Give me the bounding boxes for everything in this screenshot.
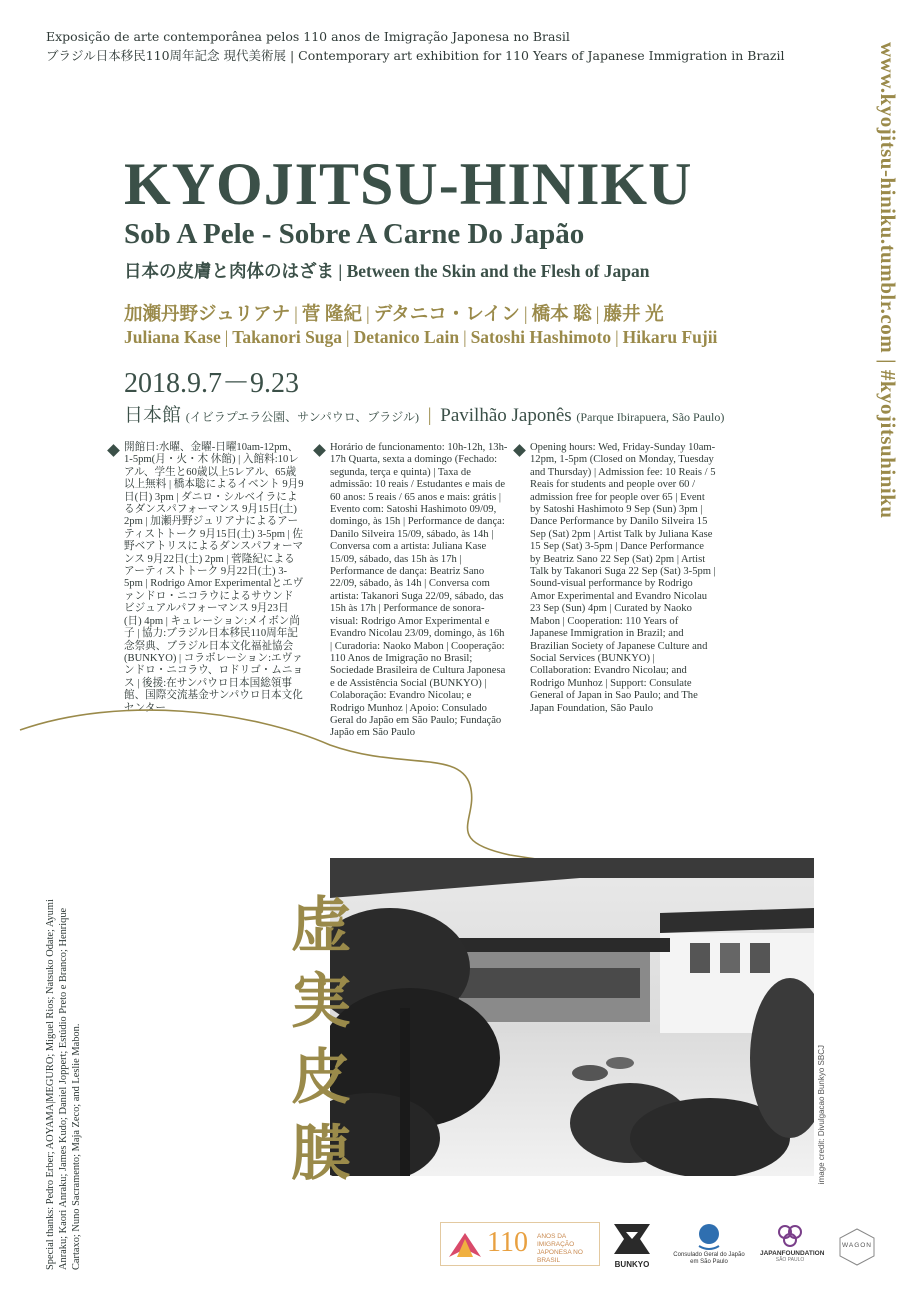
logo-110-text: ANOS DA IMIGRAÇÃO JAPONESA NO BRASIL bbox=[537, 1233, 583, 1264]
garden-photo bbox=[330, 858, 814, 1176]
artist-en: Hikaru Fujii bbox=[622, 327, 718, 347]
kanji-char: 皮 bbox=[291, 1045, 351, 1111]
artist-en: Satoshi Hashimoto bbox=[470, 327, 612, 347]
venue-pt-detail: (Parque Ibirapuera, São Paulo) bbox=[576, 410, 725, 424]
globe-icon bbox=[694, 1222, 724, 1252]
subtitle-ja: 日本の皮膚と肉体のはざま | Between the Skin and the Flesh of Japan bbox=[124, 261, 650, 281]
exhibition-dates: 2018.9.7－9.23 bbox=[124, 368, 300, 399]
artist-ja: 菅 隆紀 bbox=[301, 305, 362, 325]
logo-110-anos[interactable] bbox=[440, 1222, 600, 1266]
artist-ja: 藤井 光 bbox=[603, 305, 664, 325]
kanji-char: 実 bbox=[291, 969, 351, 1035]
logo-consulado[interactable] bbox=[672, 1222, 746, 1270]
page-title: KYOJITSU-HINIKU bbox=[124, 151, 693, 217]
special-thanks: Special thanks: Pedro Erber; AOYAMA|MEGURO; Miguel Rios; Natsuko Odate; Ayumi Anraku; Kaori Anraku; James Kudo; Daniel Joppert; Estúdio Preto e Branco; Henrique Cartaxo; Nuno Sacramento; Maja Zeco; and Leslie Mabon. bbox=[45, 899, 82, 1270]
logo-bunkyo[interactable] bbox=[612, 1222, 652, 1270]
info-en: Opening hours: Wed, Friday-Sunday 10am-12pm, 1-5pm (Closed on Monday, Tuesday and Thursday) | Admission fee: 10 Reais / 5 Reais for students and people over 60 / admission free for people over 65 | Event by Satoshi Hashimoto 9 Sep (Sun) 3pm | Dance Performance by Danilo Silveira 15 Sep (Sat) 2pm | Artist Talk by Juliana Kase 15 Sep (Sat) 3-5pm | Dance Performance by Beatriz Sano 22 Sep (Sat) 2pm | Artist Talk by Takanori Suga 22 Sep (Sat) 3-5pm | Sound-visual performance by Rodrigo Amor Experimental and Evandro Nicolau 23 Sep (Sun) 4pm | Curated by Naoko Mabon | Cooperation: 110 Years of Japanese Immigration in Brazil; and Brazilian Society of Japanese Culture and Social Services (BUNKYO) | Collaboration: Evandro Nicolau; and Rodrigo Munhoz | Support: Consulate General of Japan in Sao Paulo; and The Japan Foundation, São Paulo bbox=[530, 442, 716, 714]
artist-ja: 橋本 聡 bbox=[531, 305, 592, 325]
logo-bunkyo-label: BUNKYO bbox=[614, 1260, 650, 1269]
kanji-title bbox=[286, 888, 356, 1192]
venue bbox=[124, 400, 724, 427]
artist-en: Takanori Suga bbox=[232, 327, 343, 347]
bullet-icon bbox=[107, 444, 120, 457]
artists-ja: 加瀬丹野ジュリアナ | 菅 隆紀 | デタニコ・レイン | 橋本 聡 | 藤井 光 bbox=[124, 305, 664, 325]
vertical-url[interactable]: www.kyojitsu-hiniku.tumblr.com | #kyojitsuhiniku bbox=[876, 42, 900, 519]
header-line-1: Exposição de arte contemporânea pelos 110 anos de Imigração Japonesa no Brasil bbox=[46, 29, 570, 44]
logo-japan-foundation[interactable] bbox=[760, 1222, 825, 1270]
artist-ja: 加瀬丹野ジュリアナ bbox=[124, 305, 291, 325]
logo-japan-foundation-label: JAPANFOUNDATION bbox=[760, 1250, 825, 1257]
logo-japan-foundation-sub: SÃO PAULO bbox=[775, 1257, 805, 1263]
info-ja: 開館日:水曜、金曜-日曜10am-12pm、1-5pm(月・火・木 休館) | 入館料:10レアル、学生と60歳以上5レアル、65歳以上無料 | 橋本聡によるイベント 9月9日(日) 3pm | ダニロ・シルベイラによるダンスパフォーマンス 9月15日(土) 2pm | 加瀬丹野ジュリアナによるアーティストトーク 9月15日(土) 3-5pm | 佐野ベアトリスによるダンスパフォーマンス 9月22日(土) 2pm | 菅隆紀によるアーティストトーク 9月22日(土) 3-5pm | Rodrigo Amor Experimentalとエヴァンドロ・ニコラウによるサウンドビジュアルパフォーマンス 9月23日(日) 4pm | キュレーション:メイボン尚子 | 協力:ブラジル日本移民110周年記念祭典、ブラジル日本文化福祉協会(BUNKYO) | コラボレーション:エヴァンドロ・ニコラウ、ロドリゴ・ムニョス | 後援:在サンパウロ日本国総領事館、国際交流基金サンパウロ日本文化センター bbox=[124, 442, 304, 714]
bullet-icon bbox=[313, 444, 326, 457]
artist-en: Detanico Lain bbox=[353, 327, 460, 347]
artist-en: Juliana Kase bbox=[124, 327, 221, 347]
artists-en: Juliana Kase | Takanori Suga | Detanico Lain | Satoshi Hashimoto | Hikaru Fujii bbox=[124, 327, 718, 347]
japan-foundation-icon bbox=[775, 1222, 805, 1250]
subtitle: Sob A Pele - Sobre A Carne Do Japão bbox=[124, 218, 585, 250]
photo-credit: image credit: Divulgacao Bunkyo SBCJ bbox=[817, 1045, 826, 1185]
logo-wagon[interactable] bbox=[838, 1228, 876, 1266]
garden-photo-image bbox=[330, 858, 814, 1176]
venue-separator: | bbox=[427, 405, 432, 426]
crane-icon bbox=[447, 1229, 483, 1261]
info-pt: Horário de funcionamento: 10h-12h, 13h-17h Quarta, sexta a domingo (Fechado: segunda, terça e quinta) | Taxa de admissão: 10 reais / Estudantes e mais de 60 anos: 5 reais / 65 anos e mais: grátis | Evento com: Satoshi Hashimoto 09/09, domingo, às 15h | Performance de dança: Danilo Silveira 15/09, sábado, às 14h | Conversa com a artista: Juliana Kase 15/09, sábado, das 15h às 17h | Performance de dança: Beatriz Sano 22/09, sábado, às 14h | Conversa com artista: Takanori Suga 22/09, sábado, das 15h às 17h | Performance de sonora-visual: Rodrigo Amor Experimental e Evandro Nicolau 23/09, domingo, às 16h | Curadoria: Naoko Mabon | Cooperação: 110 Anos de Imigração no Brasil; Sociedade Brasileira de Cultura Japonesa e de Assistência Social (BUNKYO) | Colaboração: Evandro Nicolau; e Rodrigo Munhoz | Apoio: Consulado Geral do Japão em São Paulo; Fundação Japão em São Paulo bbox=[330, 442, 508, 739]
kanji-char: 虚 bbox=[291, 893, 351, 959]
bullet-icon bbox=[513, 444, 526, 457]
logo-wagon-label: WAGON bbox=[841, 1242, 873, 1249]
bunkyo-icon bbox=[612, 1222, 652, 1256]
venue-ja-detail: (イビラプエラ公園、サンパウロ、ブラジル) bbox=[185, 410, 419, 424]
header-line-2: ブラジル日本移民110周年記念 現代美術展 | Contemporary art exhibition for 110 Years of Japanese Immigration in Brazil bbox=[46, 48, 785, 63]
kanji-char: 膜 bbox=[291, 1121, 351, 1187]
venue-ja: 日本館 bbox=[124, 405, 182, 426]
venue-pt: Pavilhão Japonês bbox=[440, 405, 572, 426]
artist-ja: デタニコ・レイン bbox=[373, 305, 520, 325]
logo-110-number: 110 bbox=[487, 1227, 528, 1258]
logo-consulado-label: Consulado Geral do Japão em São Paulo bbox=[673, 1252, 745, 1265]
